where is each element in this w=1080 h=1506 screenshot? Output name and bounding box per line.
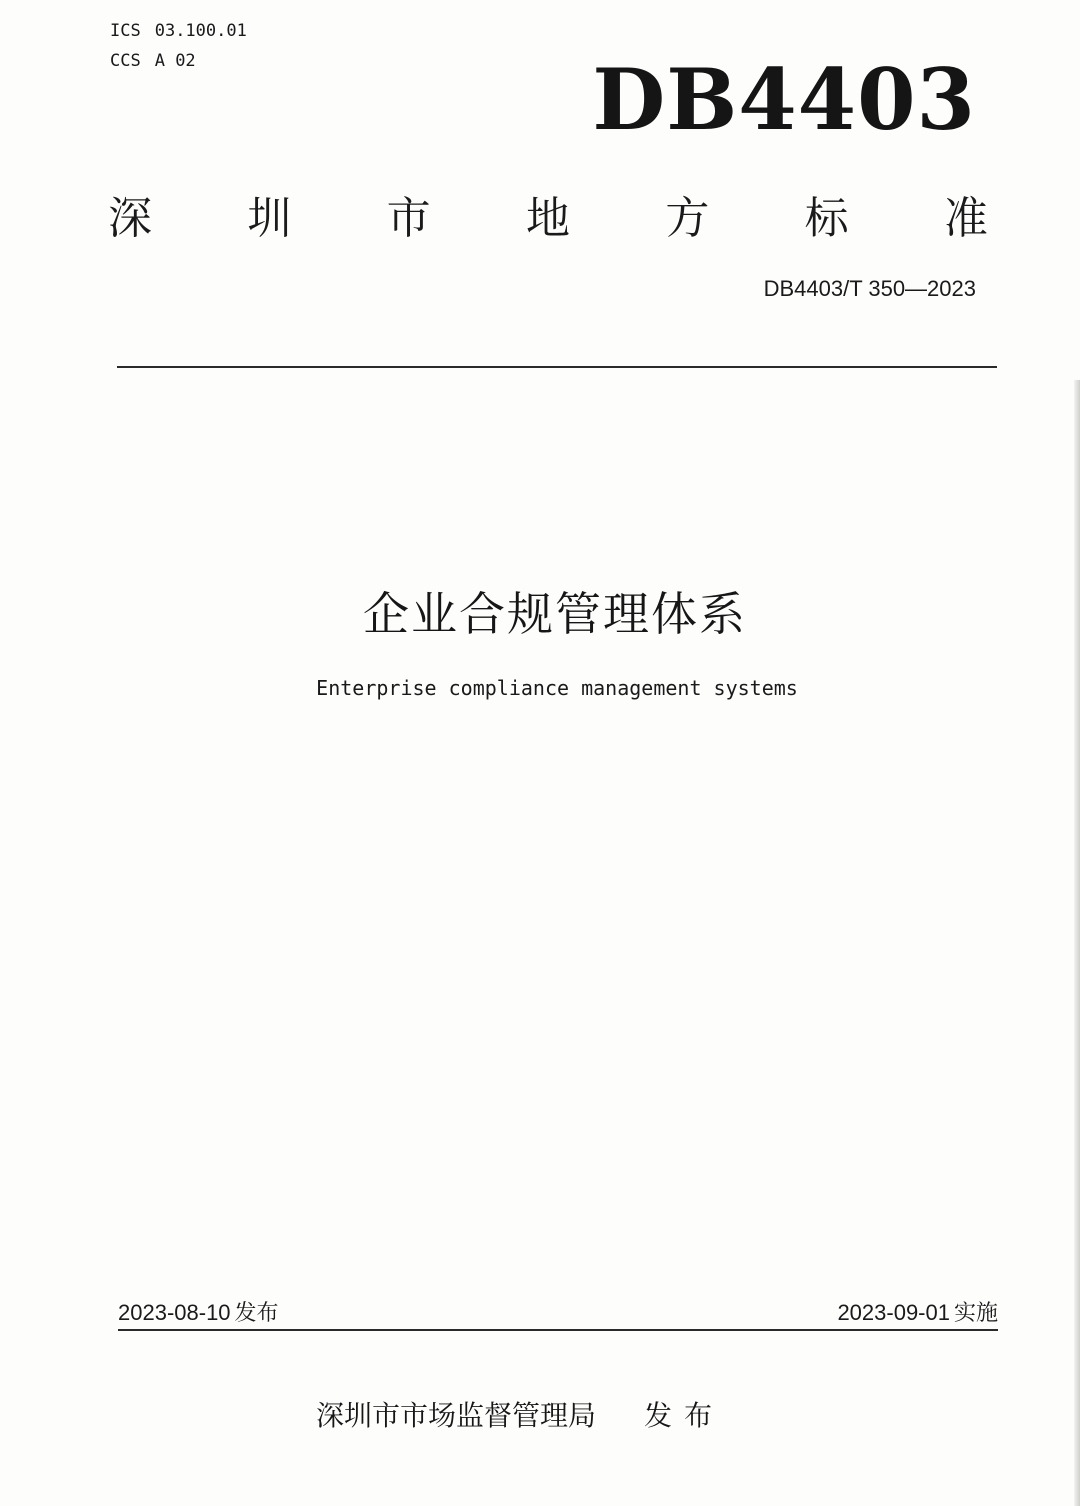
standard-type-char: 市 [386, 193, 431, 244]
classification-codes [110, 16, 247, 76]
publish-info [118, 1296, 279, 1327]
publisher-line [316, 1394, 724, 1434]
effective-label: 实施 [953, 1301, 998, 1326]
standard-type-char: 准 [943, 193, 988, 244]
standard-type-char: 方 [665, 193, 710, 244]
effective-info [837, 1296, 998, 1327]
ccs-value: A 02 [154, 51, 196, 71]
top-divider [117, 366, 997, 368]
ics-value: 03.100.01 [154, 21, 247, 41]
publish-date: 2023-08-10 [118, 1300, 231, 1325]
publisher-name: 深圳市市场监督管理局 [316, 1399, 597, 1432]
document-title-en: Enterprise compliance management systems [316, 676, 798, 700]
standard-type-heading [108, 182, 988, 246]
publisher-action: 发布 [644, 1399, 725, 1432]
standard-type-char: 地 [525, 193, 570, 244]
standard-type-char: 标 [804, 193, 849, 244]
standard-type-char: 深 [108, 193, 152, 244]
ccs-label: CCS [110, 51, 141, 71]
standard-number: DB4403/T 350—2023 [763, 276, 976, 301]
ics-label: ICS [110, 21, 141, 41]
page-edge-shadow [1074, 380, 1080, 1506]
ics-line [110, 16, 247, 46]
document-title-zh: 企业合规管理体系 [363, 587, 747, 641]
ccs-line [110, 46, 247, 76]
bottom-divider [118, 1329, 998, 1331]
effective-date: 2023-09-01 [837, 1300, 950, 1325]
standard-prefix-logo: DB4403 [592, 50, 976, 149]
publish-label: 发布 [234, 1301, 279, 1326]
dates-row [118, 1296, 998, 1327]
standard-type-char: 圳 [247, 193, 292, 244]
